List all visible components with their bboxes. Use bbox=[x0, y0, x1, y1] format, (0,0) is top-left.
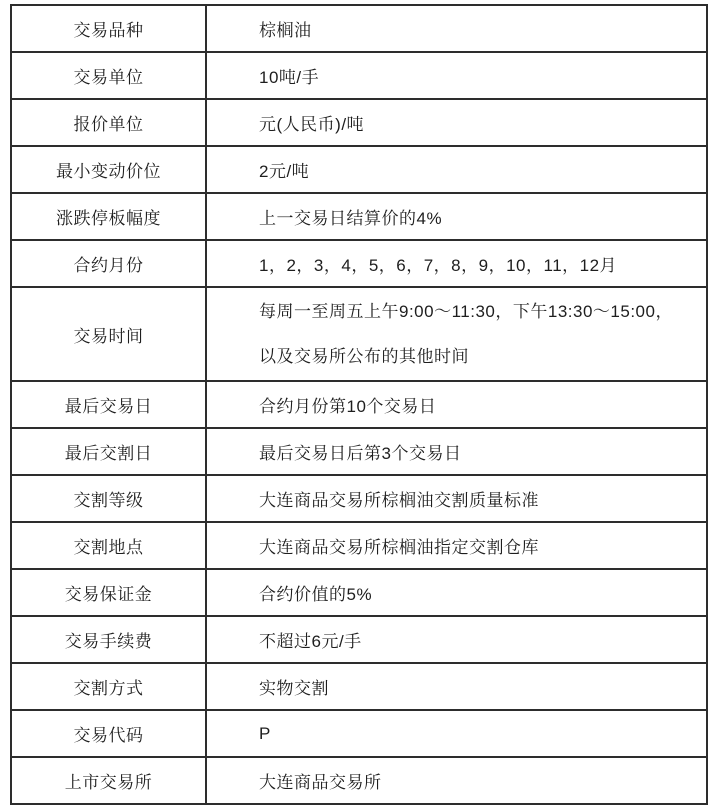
spec-value: 大连商品交易所 bbox=[206, 757, 707, 804]
spec-value: 不超过6元/手 bbox=[206, 616, 707, 663]
spec-label: 交割等级 bbox=[11, 475, 206, 522]
spec-label: 最后交割日 bbox=[11, 428, 206, 475]
spec-label: 最后交易日 bbox=[11, 381, 206, 428]
spec-label: 上市交易所 bbox=[11, 757, 206, 804]
spec-value: 合约月份第10个交易日 bbox=[206, 381, 707, 428]
spec-label: 交割方式 bbox=[11, 663, 206, 710]
table-row bbox=[11, 5, 707, 52]
table-row bbox=[11, 475, 707, 522]
spec-value: 1，2，3，4，5，6，7，8，9，10，11，12月 bbox=[206, 240, 707, 287]
table-row bbox=[11, 616, 707, 663]
spec-value: 实物交割 bbox=[206, 663, 707, 710]
table-row bbox=[11, 381, 707, 428]
table-row bbox=[11, 52, 707, 99]
spec-value: P bbox=[206, 710, 707, 757]
table-row bbox=[11, 757, 707, 804]
table-row bbox=[11, 99, 707, 146]
table-row bbox=[11, 663, 707, 710]
spec-value: 10吨/手 bbox=[206, 52, 707, 99]
contract-spec-table-container bbox=[10, 4, 708, 805]
table-row bbox=[11, 522, 707, 569]
spec-label: 最小变动价位 bbox=[11, 146, 206, 193]
spec-value: 合约价值的5% bbox=[206, 569, 707, 616]
contract-spec-table bbox=[10, 4, 708, 805]
table-row bbox=[11, 428, 707, 475]
value-line-2: 以及交易所公布的其他时间 bbox=[259, 347, 469, 366]
spec-label: 交易代码 bbox=[11, 710, 206, 757]
spec-label: 合约月份 bbox=[11, 240, 206, 287]
spec-label: 交易时间 bbox=[11, 287, 206, 381]
spec-value: 棕榈油 bbox=[206, 5, 707, 52]
spec-label: 报价单位 bbox=[11, 99, 206, 146]
table-row bbox=[11, 710, 707, 757]
spec-value: 上一交易日结算价的4% bbox=[206, 193, 707, 240]
table-row bbox=[11, 146, 707, 193]
spec-label: 涨跌停板幅度 bbox=[11, 193, 206, 240]
spec-value: 最后交易日后第3个交易日 bbox=[206, 428, 707, 475]
spec-label: 交易单位 bbox=[11, 52, 206, 99]
spec-label: 交易保证金 bbox=[11, 569, 206, 616]
spec-value bbox=[206, 287, 707, 381]
value-line-1: 每周一至周五上午9:00～11:30，下午13:30～15:00， bbox=[259, 302, 673, 321]
spec-value: 大连商品交易所棕榈油指定交割仓库 bbox=[206, 522, 707, 569]
spec-label: 交割地点 bbox=[11, 522, 206, 569]
table-row bbox=[11, 287, 707, 381]
spec-value: 元(人民币)/吨 bbox=[206, 99, 707, 146]
table-row bbox=[11, 240, 707, 287]
table-row bbox=[11, 569, 707, 616]
table-row bbox=[11, 193, 707, 240]
spec-value: 2元/吨 bbox=[206, 146, 707, 193]
spec-label: 交易手续费 bbox=[11, 616, 206, 663]
spec-label: 交易品种 bbox=[11, 5, 206, 52]
spec-value: 大连商品交易所棕榈油交割质量标准 bbox=[206, 475, 707, 522]
